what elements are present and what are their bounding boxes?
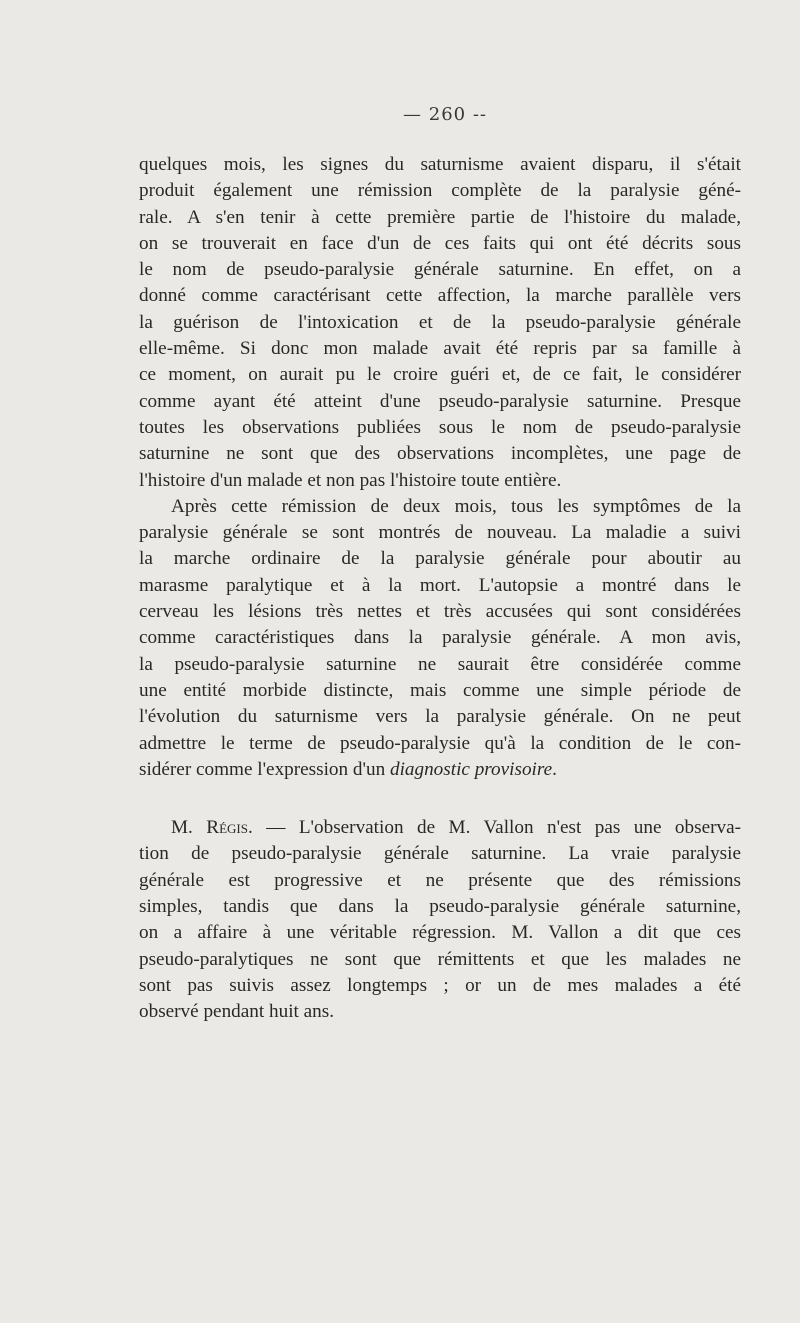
text-line: comme caractéristiques dans la paralysie générale. A mon avis, [139, 627, 741, 649]
paragraph-2 [139, 494, 741, 783]
paragraph-gap [139, 783, 741, 815]
text-line: saturnine ne sont que des observations incomplètes, une page de [139, 443, 741, 465]
text-line: Après cette rémission de deux mois, tous les symptômes de la [171, 495, 741, 517]
text-line: on se trouverait en face d'un de ces faits qui ont été décrits sous [139, 232, 741, 254]
text-line: la marche ordinaire de la paralysie générale pour aboutir au [139, 548, 741, 570]
text-line: donné comme caractérisant cette affection, la marche parallèle vers [139, 285, 741, 307]
text-line: l'histoire d'un malade et non pas l'histoire toute entière. [139, 469, 562, 491]
text-line: l'évolution du saturnisme vers la paralysie générale. On ne peut [139, 706, 741, 728]
text-line: marasme paralytique et à la mort. L'autopsie a montré dans le [139, 574, 741, 596]
text-line [139, 757, 741, 783]
text-line: quelques mois, les signes du saturnisme avaient disparu, il s'était [139, 154, 741, 175]
text-line: admettre le terme de pseudo-paralysie qu'à la condition de le con- [139, 732, 741, 754]
text-span: sidérer comme l'expression d'un [139, 758, 390, 780]
text-line: paralysie générale se sont montrés de nouveau. La maladie a suivi [139, 522, 741, 544]
text-line: tion de pseudo-paralysie générale saturnine. La vraie paralysie [139, 843, 741, 865]
text-line: on a affaire à une véritable régression. M. Vallon a dit que ces [139, 922, 741, 944]
text-line: sont pas suivis assez longtemps ; or un de mes malades a été [139, 974, 741, 996]
text-line: comme ayant été atteint d'une pseudo-paralysie saturnine. Presque [139, 390, 741, 412]
text-line: ce moment, on aurait pu le croire guéri et, de ce fait, le considérer [139, 364, 741, 386]
paragraph-1 [139, 152, 741, 494]
text-line: simples, tandis que dans la pseudo-paralysie générale saturnine, [139, 896, 741, 918]
text-line: la pseudo-paralysie saturnine ne saurait être considérée comme [139, 653, 741, 675]
body-text [139, 152, 741, 1026]
text-line: générale est progressive et ne présente que des rémissions [139, 869, 741, 891]
text-line: produit également une rémission complète de la paralysie géné- [139, 180, 741, 202]
italic-phrase: diagnostic provisoire [389, 758, 553, 780]
text-line: elle-même. Si donc mon malade avait été repris par sa famille à [139, 338, 741, 360]
text-line: la guérison de l'intoxication et de la pseudo-paralysie générale [139, 311, 741, 333]
text-line: rale. A s'en tenir à cette première partie de l'histoire du malade, [139, 206, 741, 228]
text-span: . [552, 758, 557, 780]
text-line [139, 815, 741, 841]
text-line: le nom de pseudo-paralysie générale saturnine. En effet, on a [139, 259, 741, 281]
text-span: . — L'observation de M. Vallon n'est pas une observa- [247, 817, 741, 839]
page-number: — 260 -- [403, 104, 487, 125]
text-line: cerveau les lésions très nettes et très accusées qui sont considérées [139, 601, 741, 623]
speaker-name: Régis [206, 817, 248, 839]
text-line: une entité morbide distincte, mais comme une simple période de [139, 679, 741, 701]
paragraph-3 [139, 815, 741, 1025]
text-line: toutes les observations publiées sous le nom de pseudo-paralysie [139, 416, 741, 438]
text-line: pseudo-paralytiques ne sont que rémittents et que les malades ne [139, 948, 741, 970]
speaker-prefix: M. [171, 817, 207, 839]
text-line: observé pendant huit ans. [139, 1001, 335, 1023]
